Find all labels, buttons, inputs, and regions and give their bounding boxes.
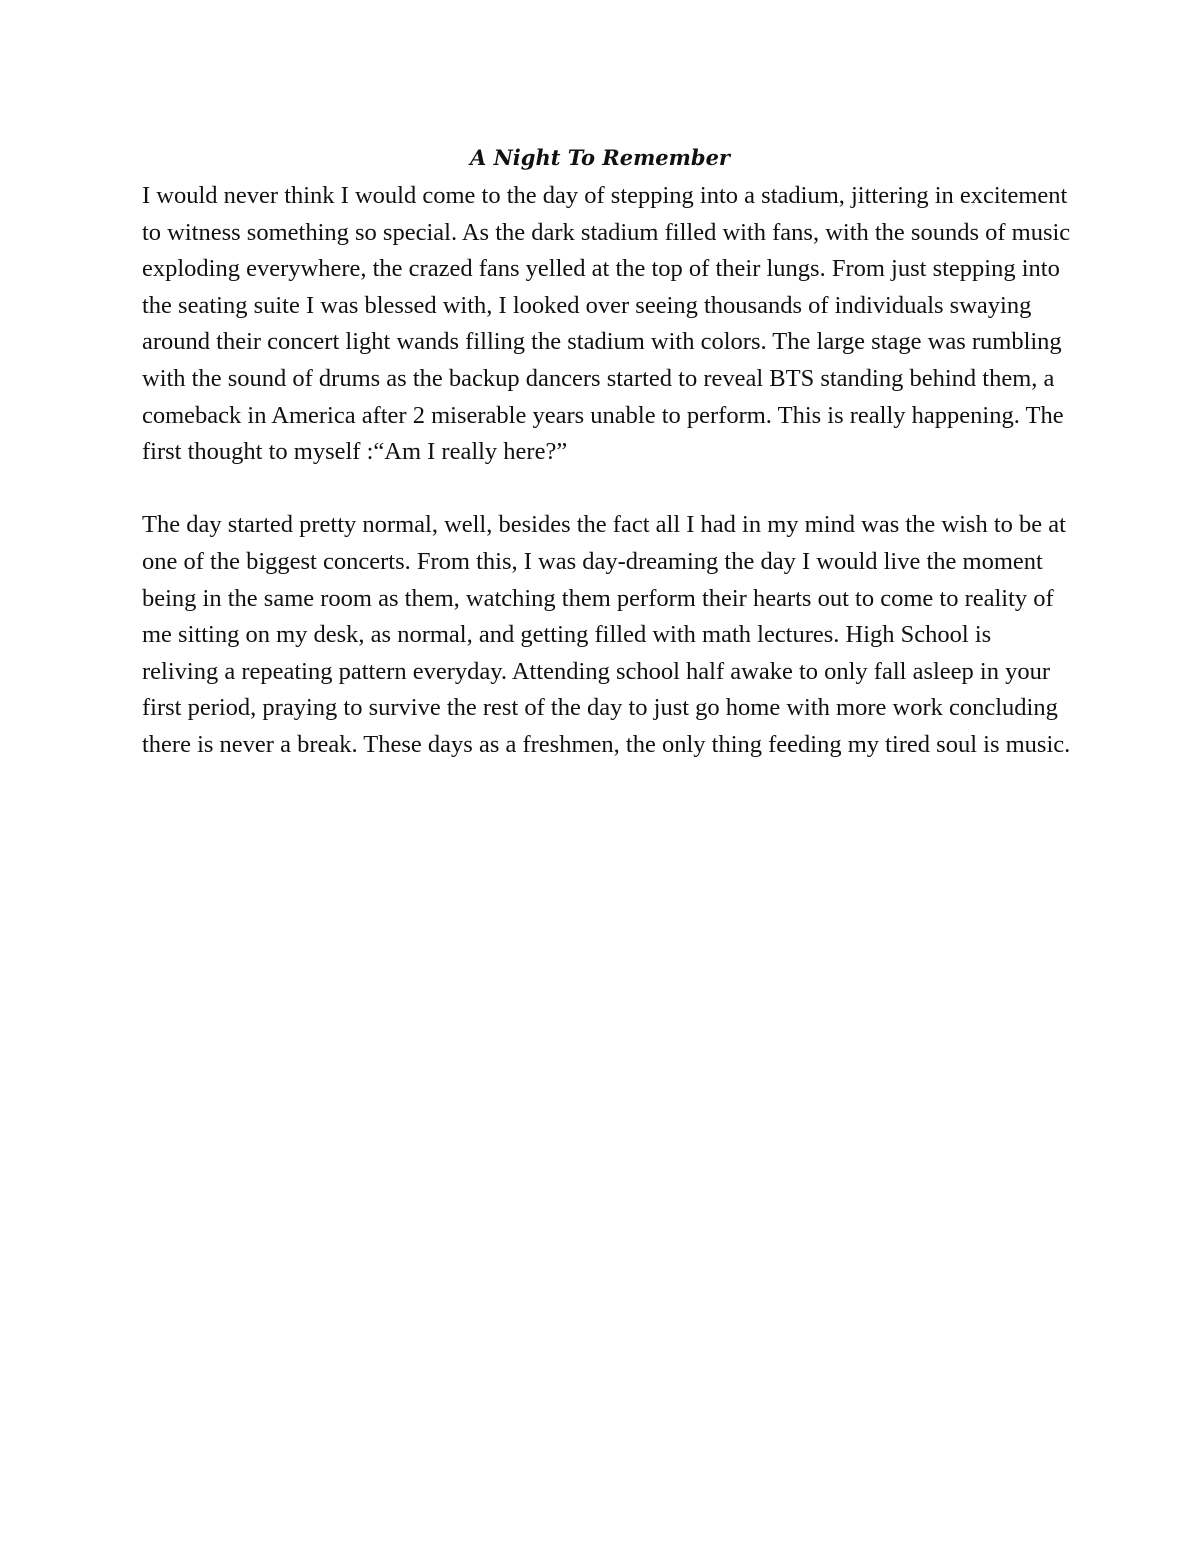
document-title: A Night To Remember — [470, 145, 730, 170]
paragraph-2: The day started pretty normal, well, besides the fact all I had in my mind was the wish to be at one of the biggest concerts. From this, I was day-dreaming the day I would live the moment being in the same room as them, watching them perform their hearts out to come to reality of me sitting on my desk, as normal, and getting filled with math lectures. High School is reliving a repeating pattern everyday. Attending school half awake to only fall asleep in your first period, praying to survive the rest of the day to just go home with more work concluding there is never a break. These days as a freshmen, the only thing feeding my tired soul is music. — [142, 511, 1071, 758]
document-body — [142, 178, 1072, 764]
paragraph-1: I would never think I would come to the day of stepping into a stadium, jittering in excitement to witness something so special. As the dark stadium filled with fans, with the sounds of music exploding everywhere, the crazed fans yelled at the top of their lungs. From just stepping into the seating suite I was blessed with, I looked over seeing thousands of individuals swaying around their concert light wands filling the stadium with colors. The large stage was rumbling with the sound of drums as the backup dancers started to reveal BTS standing behind them, a comeback in America after 2 miserable years unable to perform. This is really happening. The first thought to myself :“Am I really here?” — [142, 182, 1071, 466]
